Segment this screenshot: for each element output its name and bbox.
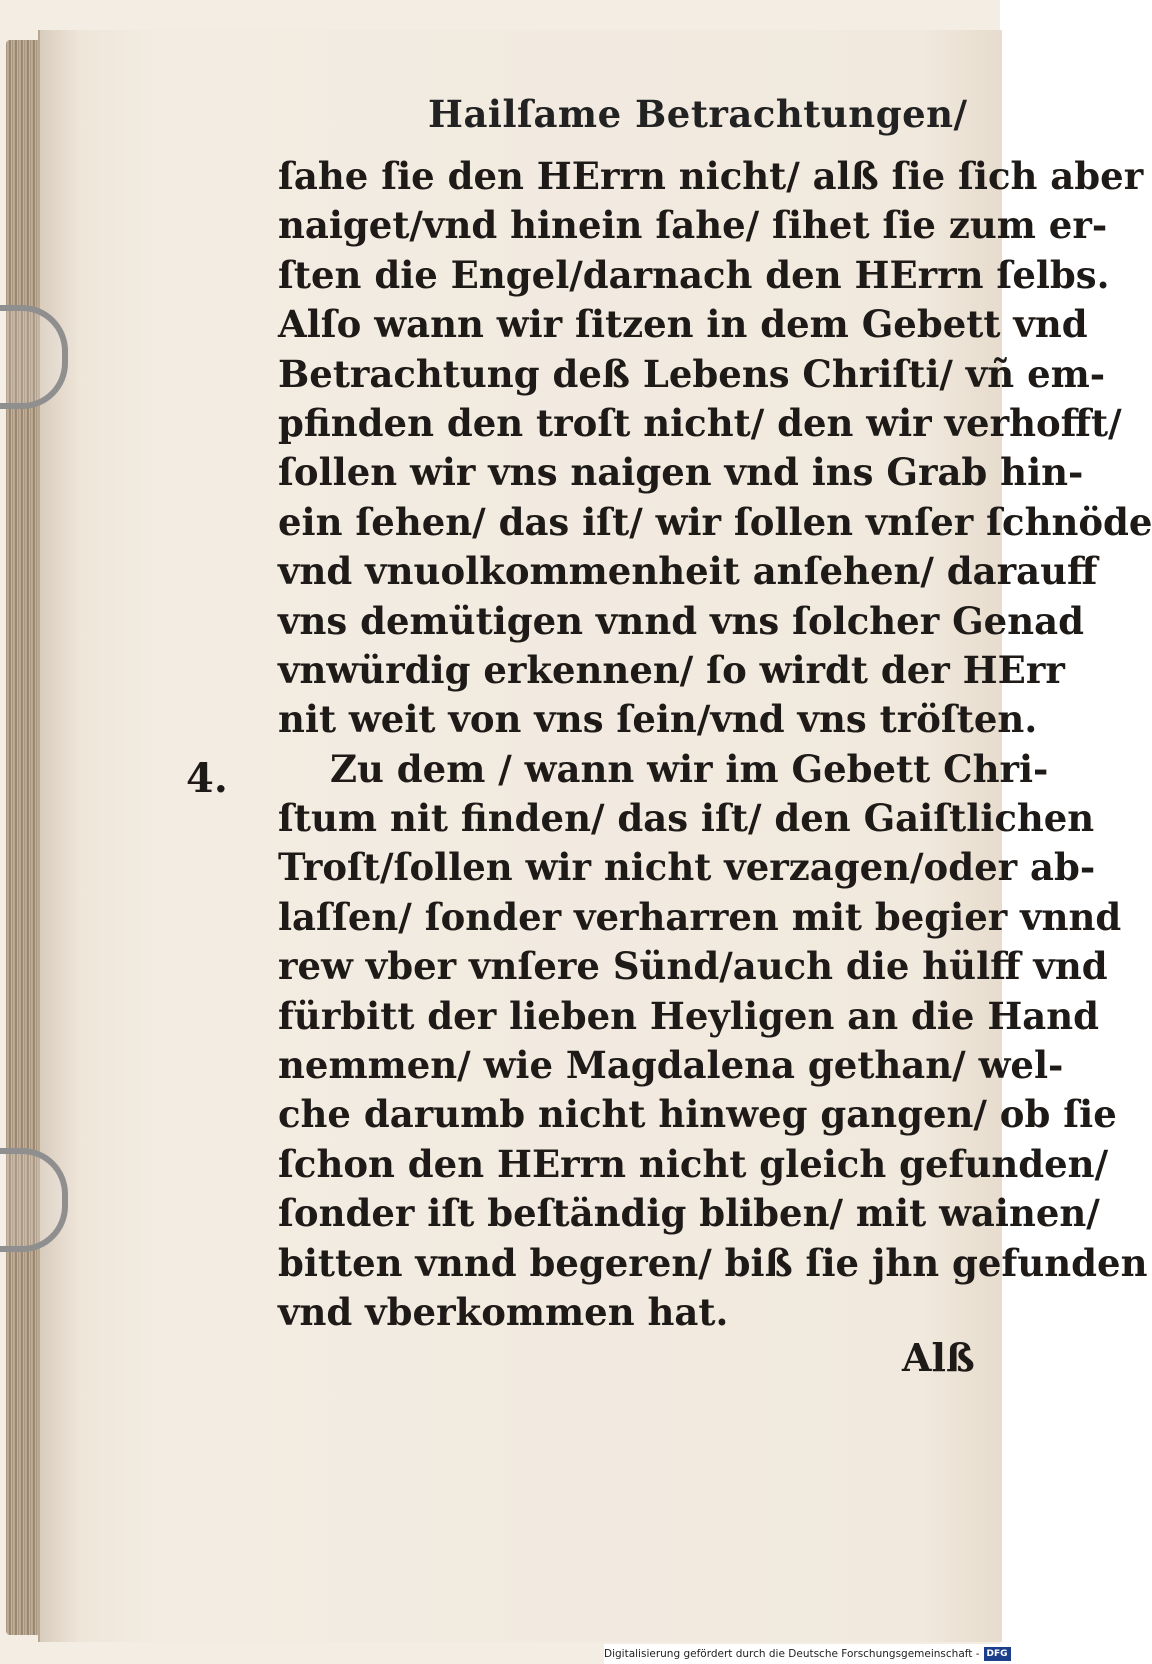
text-line: naiget/vnd hinein ſahe/ ſihet ſie zum er- xyxy=(278,203,1108,248)
running-head: Hailſame Betrachtungen/ xyxy=(428,92,968,136)
text-line: vns demütigen vnnd vns ſolcher Genad xyxy=(278,598,1084,643)
body-text xyxy=(278,152,1152,1337)
text-line: nemmen/ wie Magdalena gethan/ wel- xyxy=(278,1043,1064,1088)
page-edges xyxy=(6,40,40,1635)
text-line: nit weit von vns ſein/vnd vns tröſten. xyxy=(278,697,1038,742)
text-line: rew vber vnſere Sünd/auch die hülff vnd xyxy=(278,944,1108,989)
text-line: vnd vnuolkommenheit anſehen/ darauff xyxy=(278,549,1098,594)
text-line: fürbitt der lieben Heyligen an die Hand xyxy=(278,993,1100,1038)
text-line: pfinden den troſt nicht/ den wir verhofft/ xyxy=(278,400,1122,445)
text-line: vnwürdig erkennen/ ſo wirdt der HErr xyxy=(278,647,1065,692)
text-line: ein ſehen/ das iſt/ wir ſollen vnſer ſchnöde xyxy=(278,499,1152,544)
dfg-logo-icon: DFG xyxy=(984,1647,1011,1661)
text-line: ſtum nit finden/ das iſt/ den Gaiſtlichen xyxy=(278,796,1095,841)
text-line: ſonder iſt beſtändig bliben/ mit wainen/ xyxy=(278,1191,1100,1236)
text-line: ſchon den HErrn nicht gleich gefunden/ xyxy=(278,1141,1109,1186)
text-line: ſten die Engel/darnach den HErrn ſelbs. xyxy=(278,252,1110,297)
footer-text: Digitalisierung gefördert durch die Deutsche Forschungsgemeinschaft - xyxy=(604,1648,980,1660)
text-line: Alſo wann wir ſitzen in dem Gebett vnd xyxy=(278,302,1088,347)
text-line: Troſt/ſollen wir nicht verzagen/oder ab- xyxy=(278,845,1096,890)
marginal-number: 4. xyxy=(186,755,228,802)
footer-credit xyxy=(604,1644,1008,1664)
text-line: vnd vberkommen hat. xyxy=(278,1289,729,1334)
text-line: laſſen/ ſonder verharren mit begier vnnd xyxy=(278,894,1122,939)
text-line: Betrachtung deß Lebens Chriſti/ vñ em- xyxy=(278,351,1106,396)
text-line: ſahe ſie den HErrn nicht/ alß ſie ſich aber xyxy=(278,154,1144,198)
text-line: Zu dem / wann wir im Gebett Chri- xyxy=(330,746,1049,791)
text-line: ſollen wir vns naigen vnd ins Grab hin- xyxy=(278,450,1084,495)
catchword: Alß xyxy=(902,1335,975,1380)
text-line: che darumb nicht hinweg gangen/ ob ſie xyxy=(278,1092,1117,1137)
text-line: bitten vnnd begeren/ biß ſie jhn gefunden xyxy=(278,1240,1148,1285)
